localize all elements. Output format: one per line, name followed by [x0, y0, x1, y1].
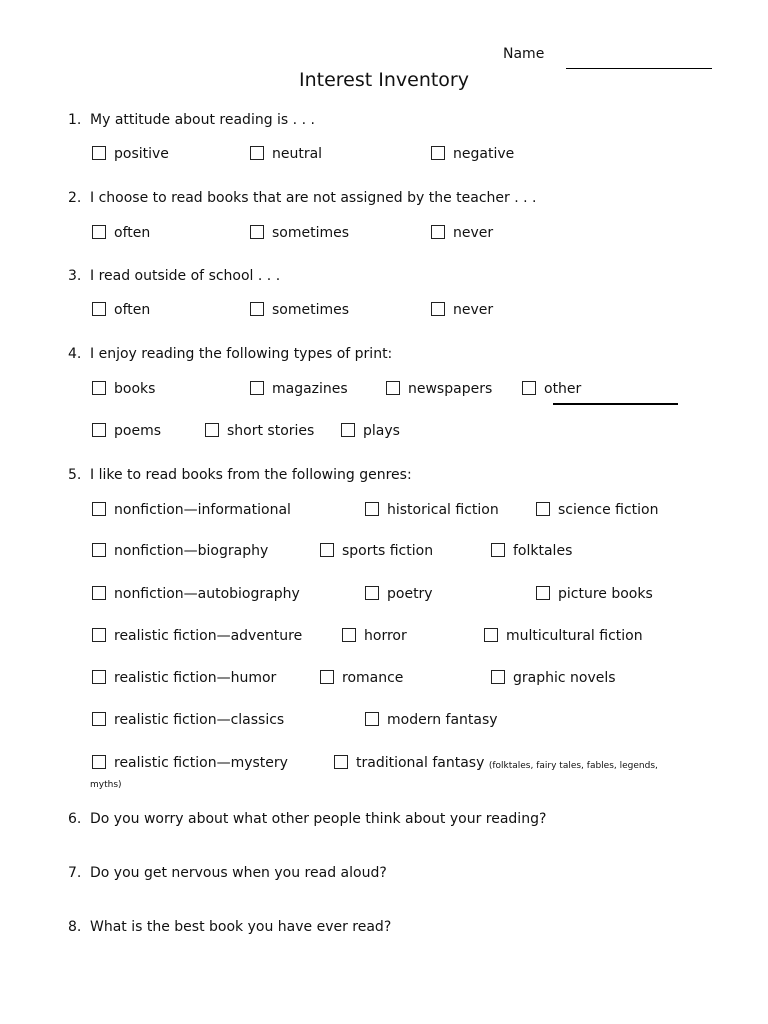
option-other[interactable]: other: [522, 381, 581, 397]
checkbox[interactable]: [484, 628, 498, 642]
other-blank-line[interactable]: [553, 403, 678, 405]
checkbox[interactable]: [320, 543, 334, 557]
option-folktales[interactable]: folktales: [491, 543, 572, 559]
checkbox[interactable]: [250, 225, 264, 239]
option-nonfiction-biography[interactable]: nonfiction—biography: [92, 543, 268, 559]
option-sometimes[interactable]: sometimes: [250, 225, 349, 241]
option-realistic-fiction-humor[interactable]: realistic fiction—humor: [92, 670, 276, 686]
question-4: 4. I enjoy reading the following types of print:: [68, 346, 393, 362]
checkbox[interactable]: [431, 302, 445, 316]
option-positive[interactable]: positive: [92, 146, 169, 162]
checkbox[interactable]: [92, 586, 106, 600]
question-2: 2. I choose to read books that are not assigned by the teacher . . .: [68, 190, 537, 206]
question-5: 5. I like to read books from the following genres:: [68, 467, 412, 483]
checkbox[interactable]: [536, 502, 550, 516]
question-7: 7. Do you get nervous when you read aloud?: [68, 865, 387, 881]
checkbox[interactable]: [250, 146, 264, 160]
question-3: 3. I read outside of school . . .: [68, 268, 281, 284]
checkbox[interactable]: [205, 423, 219, 437]
checkbox[interactable]: [365, 712, 379, 726]
option-realistic-fiction-mystery[interactable]: realistic fiction—mystery: [92, 755, 288, 771]
option-picture-books[interactable]: picture books: [536, 586, 653, 602]
checkbox[interactable]: [536, 586, 550, 600]
option-sports-fiction[interactable]: sports fiction: [320, 543, 433, 559]
option-often[interactable]: often: [92, 225, 150, 241]
checkbox[interactable]: [365, 586, 379, 600]
option-poems[interactable]: poems: [92, 423, 161, 439]
checkbox[interactable]: [491, 543, 505, 557]
question-1: 1. My attitude about reading is . . .: [68, 112, 315, 128]
checkbox[interactable]: [92, 423, 106, 437]
page-title: Interest Inventory: [298, 69, 469, 91]
option-often[interactable]: often: [92, 302, 150, 318]
traditional-fantasy-note-cont: myths): [90, 780, 122, 790]
checkbox[interactable]: [92, 670, 106, 684]
option-science-fiction[interactable]: science fiction: [536, 502, 658, 518]
name-label: Name: [503, 46, 545, 62]
checkbox[interactable]: [92, 502, 106, 516]
checkbox[interactable]: [320, 670, 334, 684]
option-neutral[interactable]: neutral: [250, 146, 322, 162]
option-never[interactable]: never: [431, 225, 493, 241]
checkbox[interactable]: [522, 381, 536, 395]
option-traditional-fantasy[interactable]: traditional fantasy (folktales, fairy tales, fables, legends,: [334, 755, 658, 771]
checkbox[interactable]: [92, 628, 106, 642]
question-6: 6. Do you worry about what other people think about your reading?: [68, 811, 547, 827]
checkbox[interactable]: [92, 755, 106, 769]
checkbox[interactable]: [92, 543, 106, 557]
option-horror[interactable]: horror: [342, 628, 407, 644]
option-historical-fiction[interactable]: historical fiction: [365, 502, 499, 518]
option-negative[interactable]: negative: [431, 146, 514, 162]
option-short-stories[interactable]: short stories: [205, 423, 314, 439]
option-plays[interactable]: plays: [341, 423, 400, 439]
option-nonfiction-autobiography[interactable]: nonfiction—autobiography: [92, 586, 300, 602]
checkbox[interactable]: [341, 423, 355, 437]
checkbox[interactable]: [92, 302, 106, 316]
option-realistic-fiction-adventure[interactable]: realistic fiction—adventure: [92, 628, 302, 644]
option-nonfiction-informational[interactable]: nonfiction—informational: [92, 502, 291, 518]
checkbox[interactable]: [386, 381, 400, 395]
checkbox[interactable]: [431, 146, 445, 160]
checkbox[interactable]: [92, 225, 106, 239]
checkbox[interactable]: [491, 670, 505, 684]
checkbox[interactable]: [365, 502, 379, 516]
option-realistic-fiction-classics[interactable]: realistic fiction—classics: [92, 712, 284, 728]
option-graphic-novels[interactable]: graphic novels: [491, 670, 616, 686]
checkbox[interactable]: [431, 225, 445, 239]
checkbox[interactable]: [250, 302, 264, 316]
option-sometimes[interactable]: sometimes: [250, 302, 349, 318]
option-modern-fantasy[interactable]: modern fantasy: [365, 712, 498, 728]
checkbox[interactable]: [334, 755, 348, 769]
option-poetry[interactable]: poetry: [365, 586, 433, 602]
option-multicultural-fiction[interactable]: multicultural fiction: [484, 628, 643, 644]
option-books[interactable]: books: [92, 381, 155, 397]
checkbox[interactable]: [92, 712, 106, 726]
question-8: 8. What is the best book you have ever read?: [68, 919, 392, 935]
checkbox[interactable]: [92, 381, 106, 395]
traditional-fantasy-note: (folktales, fairy tales, fables, legends,: [488, 761, 658, 771]
checkbox[interactable]: [342, 628, 356, 642]
option-newspapers[interactable]: newspapers: [386, 381, 492, 397]
option-romance[interactable]: romance: [320, 670, 403, 686]
option-magazines[interactable]: magazines: [250, 381, 348, 397]
checkbox[interactable]: [250, 381, 264, 395]
checkbox[interactable]: [92, 146, 106, 160]
option-never[interactable]: never: [431, 302, 493, 318]
